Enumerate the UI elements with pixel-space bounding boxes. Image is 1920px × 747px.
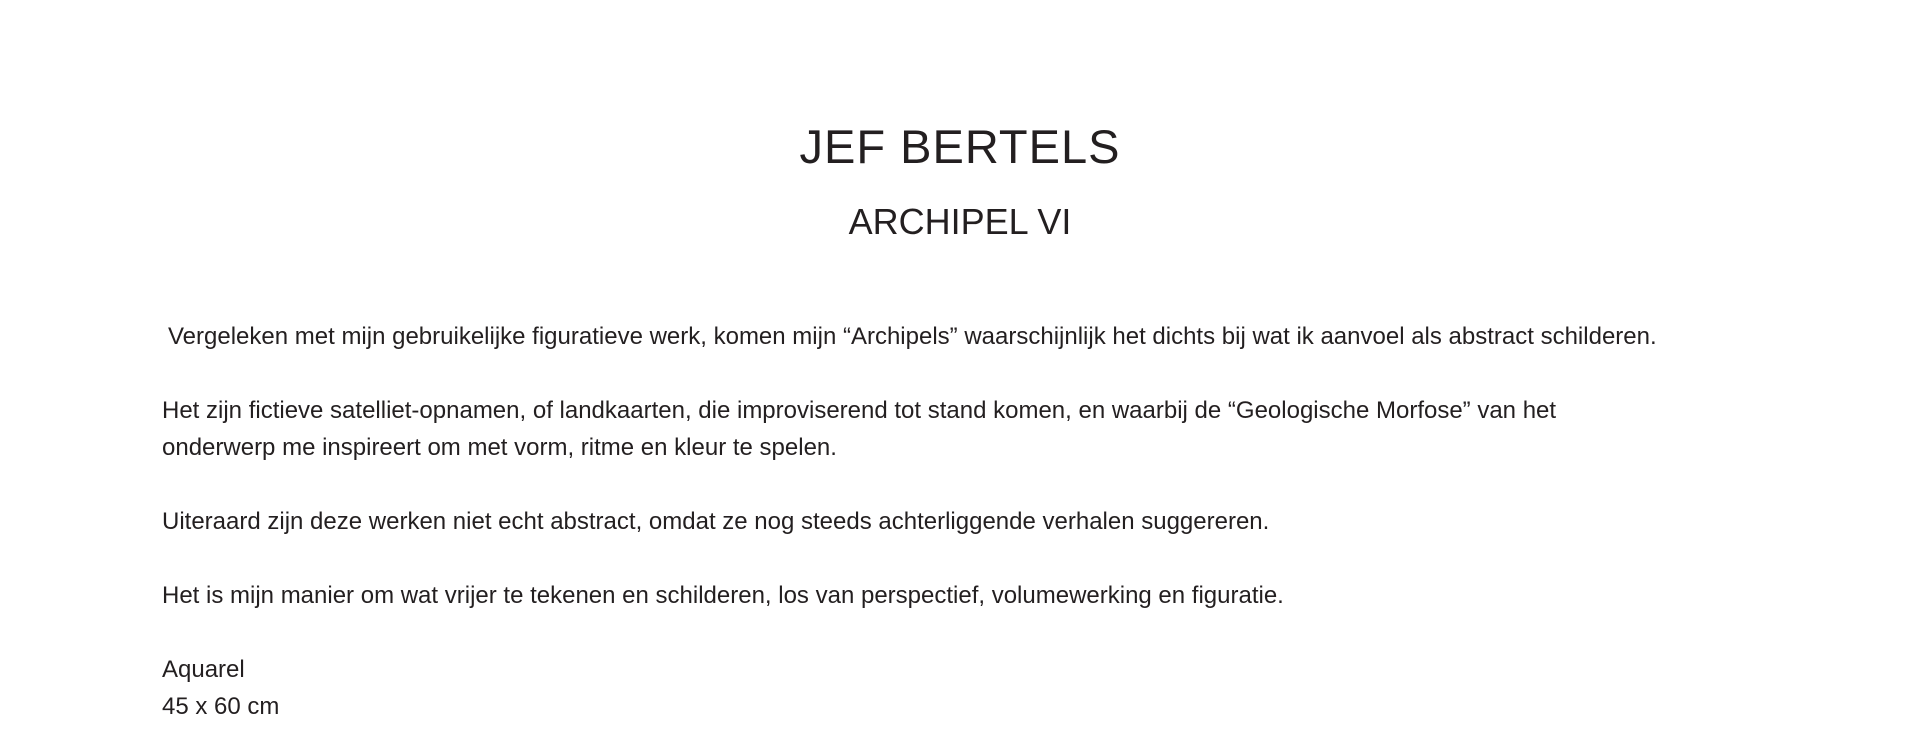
paragraph-abstract-note: Uiteraard zijn deze werken niet echt abstract, omdat ze nog steeds achterliggende verhalen suggereren. [162,508,1270,535]
paragraph-description-line-2: onderwerp me inspireert om met vorm, ritme en kleur te spelen. [162,434,837,461]
artwork-medium: Aquarel [162,656,245,683]
paragraph-method: Het is mijn manier om wat vrijer te tekenen en schilderen, los van perspectief, volumewerking en figuratie. [162,582,1284,609]
artwork-dimensions: 45 x 60 cm [162,693,280,720]
artwork-details [162,651,279,725]
artist-name: JEF BERTELS [799,120,1121,173]
paragraph-description [162,392,1556,466]
paragraph-description-line-1: Het zijn fictieve satelliet-opnamen, of landkaarten, die improviserend tot stand komen, en waarbij de “Geologische Morfose” van het [162,397,1557,424]
artwork-title: ARCHIPEL VI [848,201,1072,242]
paragraph-intro: Vergeleken met mijn gebruikelijke figuratieve werk, komen mijn “Archipels” waarschijnlijk het dichts bij wat ik aanvoel als abstract schilderen. [168,323,1657,350]
